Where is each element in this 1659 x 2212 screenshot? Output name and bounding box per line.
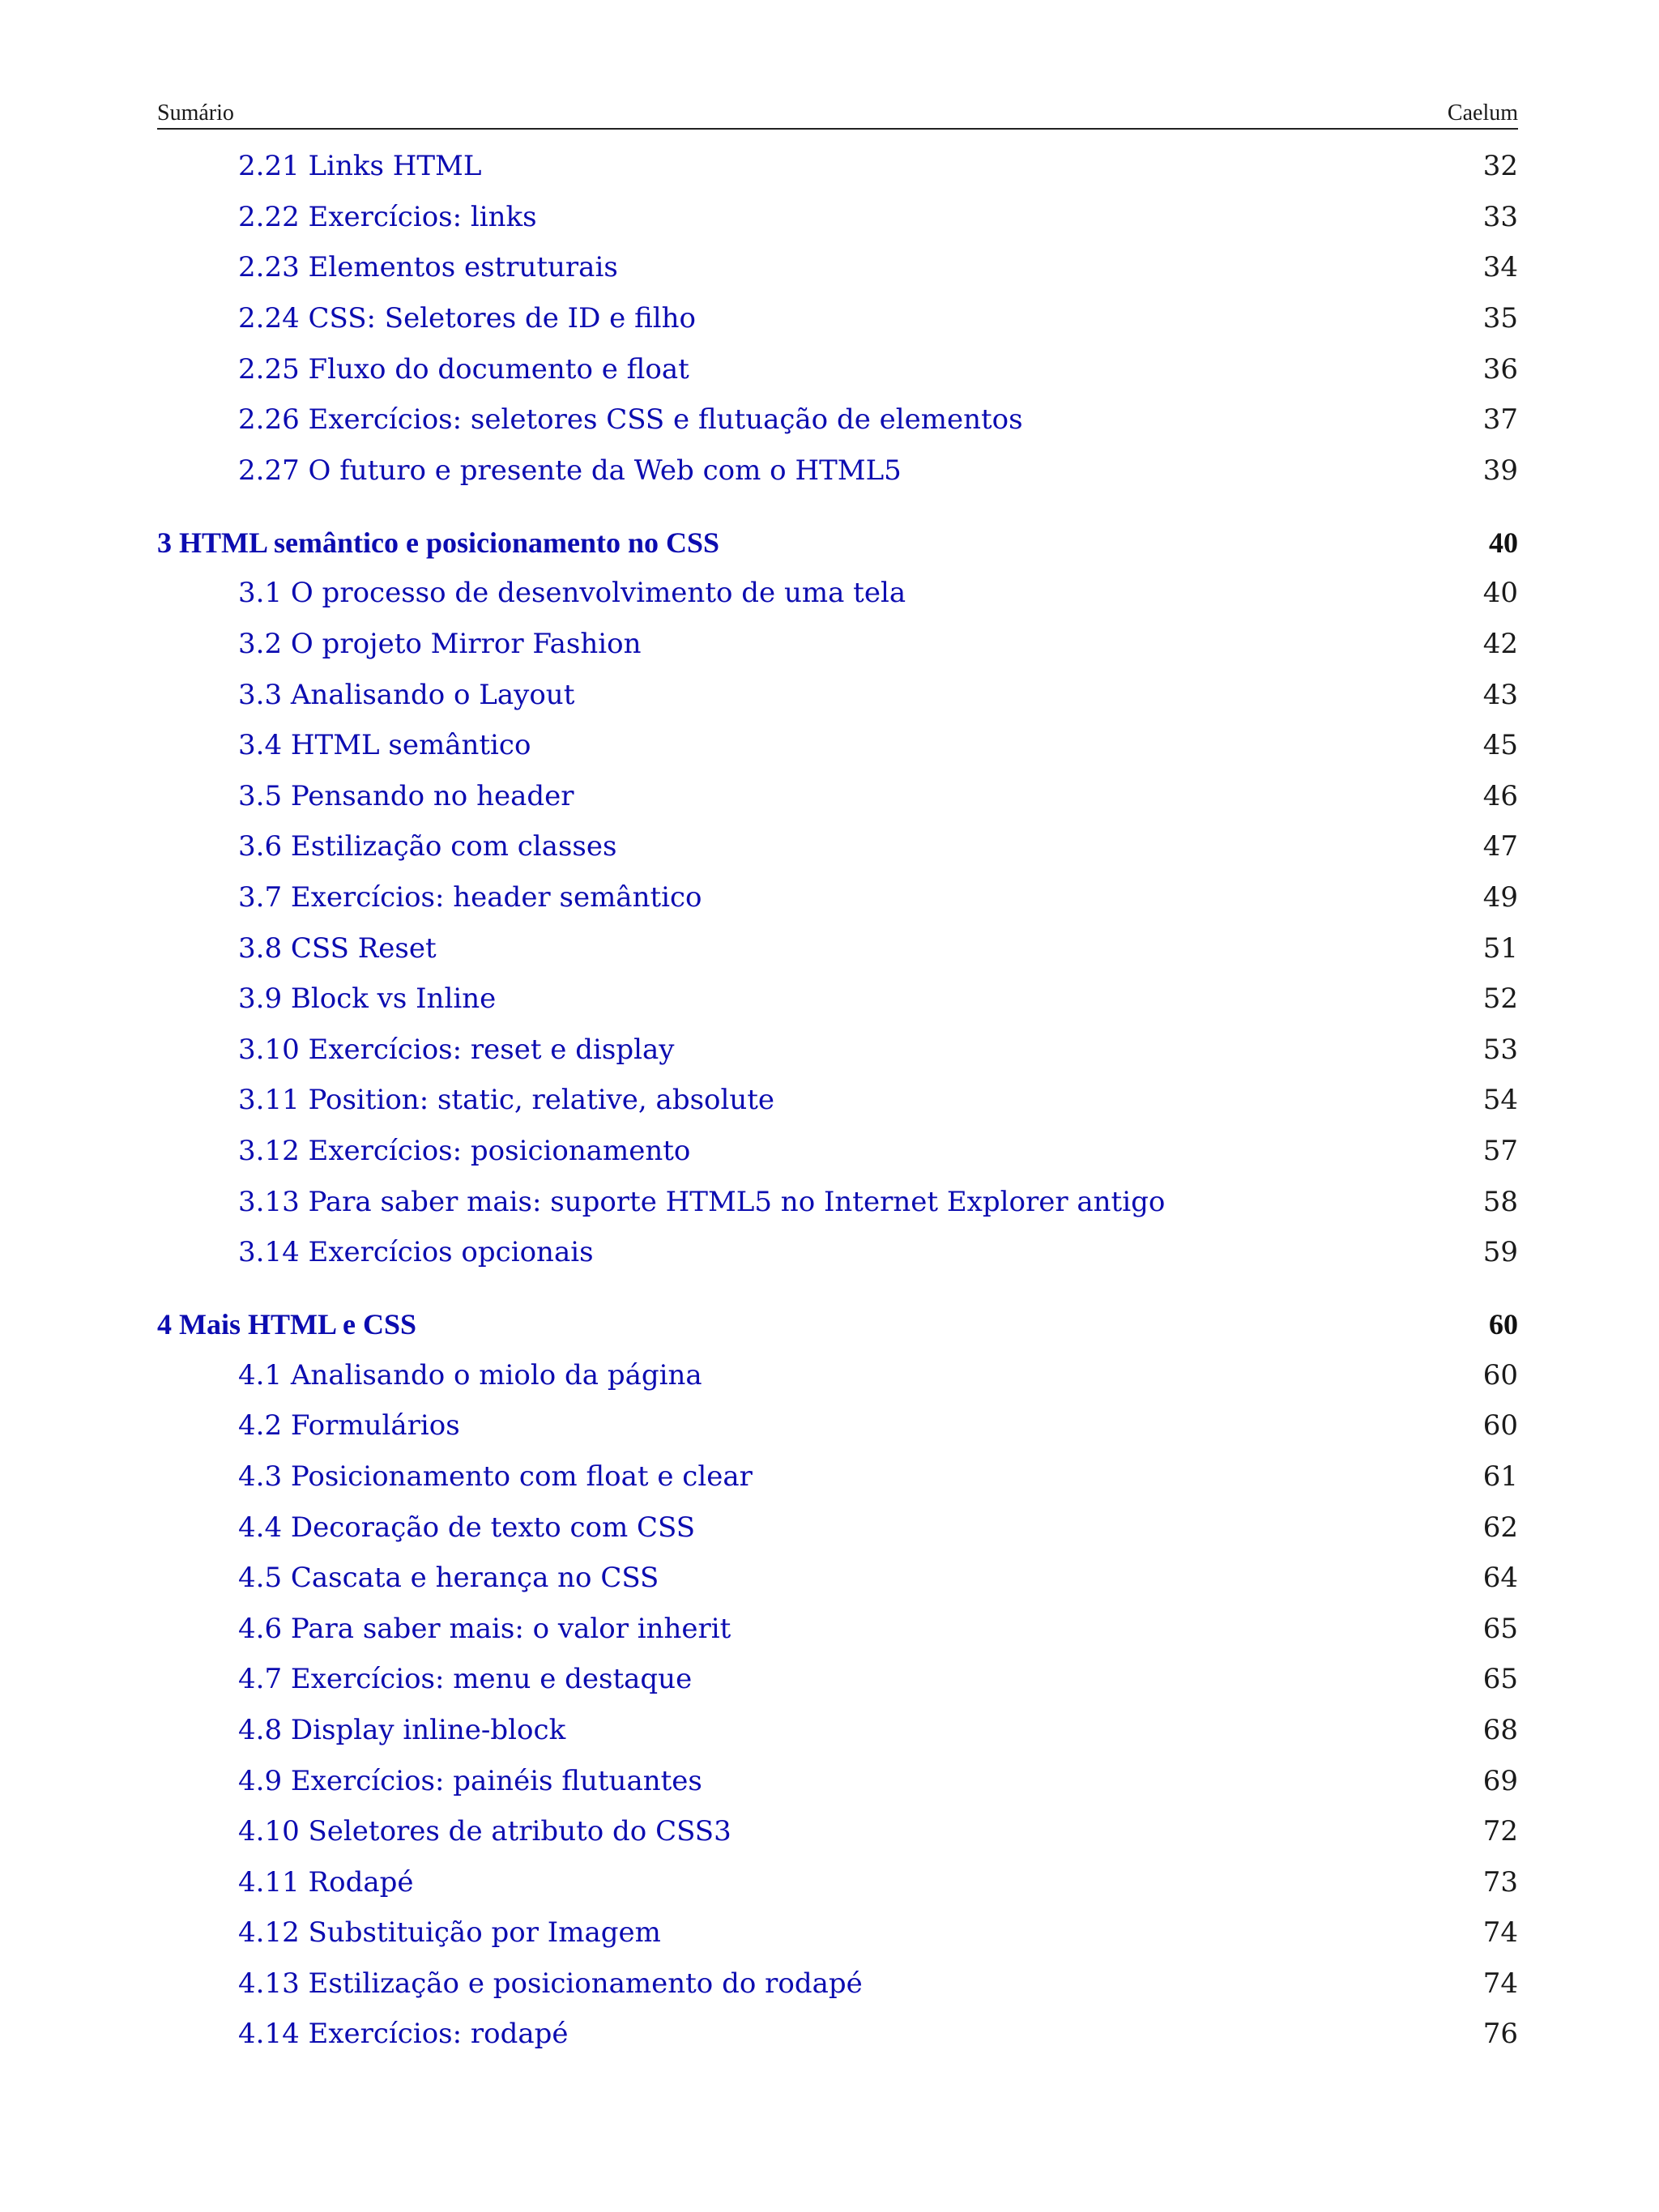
toc-entry-link[interactable] — [157, 872, 1518, 923]
toc-entry-link[interactable] — [157, 720, 1518, 771]
toc-entry-title: 4.9 Exercícios: painéis flutuantes — [238, 1764, 702, 1797]
toc-entry-link[interactable] — [157, 293, 1518, 344]
chapter-title: 4 Mais HTML e CSS — [157, 1308, 417, 1341]
toc-entry-link[interactable] — [157, 821, 1518, 872]
toc-entry-title: 3.9 Block vs Inline — [238, 982, 497, 1016]
toc-entry-page-number: 57 — [1482, 1134, 1518, 1167]
toc-entry-page-number: 76 — [1482, 2018, 1518, 2051]
toc-entry-title: 4.11 Rodapé — [238, 1865, 414, 1899]
toc-entry-page-number: 46 — [1482, 779, 1518, 812]
toc-entry-title: 3.5 Pensando no header — [238, 779, 574, 812]
chapter-page-number: 60 — [1489, 1308, 1518, 1341]
toc-entry-title: 3.12 Exercícios: posicionamento — [238, 1134, 691, 1167]
toc-entry-link[interactable] — [157, 192, 1518, 243]
toc-chapter-heading[interactable] — [157, 518, 1518, 568]
toc-entry-link[interactable] — [157, 343, 1518, 394]
toc-entry-link[interactable] — [157, 1400, 1518, 1451]
toc-entry-page-number: 65 — [1482, 1612, 1518, 1645]
toc-entry-title: 4.12 Substituição por Imagem — [238, 1916, 661, 1950]
table-of-contents — [157, 141, 1518, 2060]
chapter-page-number: 40 — [1489, 526, 1518, 560]
toc-entry-title: 4.6 Para saber mais: o valor inherit — [238, 1612, 731, 1645]
toc-entry-page-number: 60 — [1482, 1409, 1518, 1443]
toc-entry-link[interactable] — [157, 669, 1518, 720]
toc-entry-page-number: 58 — [1482, 1185, 1518, 1218]
toc-entry-link[interactable] — [157, 1075, 1518, 1126]
toc-entry-page-number: 35 — [1482, 302, 1518, 335]
toc-entry-link[interactable] — [157, 1502, 1518, 1553]
toc-entry-page-number: 40 — [1482, 577, 1518, 610]
toc-entry-title: 3.7 Exercícios: header semântico — [238, 881, 702, 914]
toc-entry-title: 2.25 Fluxo do documento e float — [238, 352, 689, 386]
toc-entry-page-number: 47 — [1482, 830, 1518, 863]
toc-entry-title: 3.6 Estilização com classes — [238, 830, 617, 863]
toc-entry-link[interactable] — [157, 1705, 1518, 1756]
toc-entry-link[interactable] — [157, 1451, 1518, 1502]
header-publisher: Caelum — [1447, 100, 1518, 126]
toc-entry-title: 4.10 Seletores de atributo do CSS3 — [238, 1815, 731, 1848]
toc-entry-title: 2.22 Exercícios: links — [238, 200, 537, 233]
toc-entry-page-number: 72 — [1482, 1815, 1518, 1848]
toc-entry-page-number: 68 — [1482, 1713, 1518, 1746]
toc-entry-link[interactable] — [157, 1603, 1518, 1654]
toc-entry-link[interactable] — [157, 141, 1518, 192]
toc-entry-page-number: 64 — [1482, 1562, 1518, 1595]
toc-page — [157, 96, 1518, 2060]
toc-entry-page-number: 54 — [1482, 1084, 1518, 1117]
toc-entry-link[interactable] — [157, 1349, 1518, 1400]
toc-entry-title: 3.3 Analisando o Layout — [238, 678, 575, 711]
toc-entry-link[interactable] — [157, 1806, 1518, 1857]
toc-entry-page-number: 73 — [1482, 1865, 1518, 1899]
toc-entry-link[interactable] — [157, 1958, 1518, 2010]
toc-entry-page-number: 36 — [1482, 352, 1518, 386]
toc-entry-link[interactable] — [157, 1025, 1518, 1076]
toc-entry-title: 4.5 Cascata e herança no CSS — [238, 1562, 659, 1595]
toc-entry-link[interactable] — [157, 974, 1518, 1025]
toc-entry-page-number: 59 — [1482, 1236, 1518, 1269]
toc-entry-page-number: 52 — [1482, 982, 1518, 1016]
toc-entry-title: 4.4 Decoração de texto com CSS — [238, 1511, 696, 1544]
header-section-name: Sumário — [157, 100, 234, 126]
toc-entry-page-number: 74 — [1482, 1967, 1518, 2000]
toc-entry-link[interactable] — [157, 1755, 1518, 1806]
toc-entry-link[interactable] — [157, 2009, 1518, 2060]
toc-entry-page-number: 32 — [1482, 150, 1518, 183]
toc-entry-link[interactable] — [157, 1654, 1518, 1705]
toc-entry-page-number: 65 — [1482, 1663, 1518, 1696]
toc-entry-link[interactable] — [157, 923, 1518, 974]
toc-entry-link[interactable] — [157, 568, 1518, 619]
toc-entry-page-number: 61 — [1482, 1460, 1518, 1493]
toc-entry-link[interactable] — [157, 394, 1518, 445]
toc-entry-page-number: 43 — [1482, 678, 1518, 711]
running-header — [157, 96, 1518, 130]
toc-entry-title: 3.2 O projeto Mirror Fashion — [238, 628, 642, 661]
toc-entry-link[interactable] — [157, 1856, 1518, 1907]
toc-entry-title: 4.14 Exercícios: rodapé — [238, 2018, 569, 2051]
toc-entry-title: 4.8 Display inline-block — [238, 1713, 566, 1746]
toc-entry-title: 4.3 Posicionamento com float e clear — [238, 1460, 753, 1493]
toc-entry-page-number: 42 — [1482, 628, 1518, 661]
toc-entry-page-number: 33 — [1482, 200, 1518, 233]
chapter-title: 3 HTML semântico e posicionamento no CSS — [157, 526, 720, 560]
toc-entry-link[interactable] — [157, 771, 1518, 822]
toc-entry-title: 4.2 Formulários — [238, 1409, 460, 1443]
toc-entry-title: 3.11 Position: static, relative, absolute — [238, 1084, 775, 1117]
toc-entry-link[interactable] — [157, 1907, 1518, 1958]
toc-entry-title: 3.8 CSS Reset — [238, 931, 437, 965]
toc-entry-title: 2.26 Exercícios: seletores CSS e flutuação de elementos — [238, 403, 1023, 437]
toc-entry-page-number: 60 — [1482, 1358, 1518, 1392]
toc-entry-link[interactable] — [157, 1126, 1518, 1177]
toc-entry-page-number: 37 — [1482, 403, 1518, 437]
toc-entry-title: 3.4 HTML semântico — [238, 729, 531, 762]
toc-entry-title: 3.14 Exercícios opcionais — [238, 1236, 594, 1269]
toc-entry-page-number: 45 — [1482, 729, 1518, 762]
toc-entry-title: 4.13 Estilização e posicionamento do rodapé — [238, 1967, 863, 2000]
toc-entry-link[interactable] — [157, 619, 1518, 670]
toc-entry-page-number: 62 — [1482, 1511, 1518, 1544]
toc-entry-title: 3.1 O processo de desenvolvimento de uma tela — [238, 577, 906, 610]
toc-entry-title: 4.1 Analisando o miolo da página — [238, 1358, 702, 1392]
toc-entry-title: 4.7 Exercícios: menu e destaque — [238, 1663, 693, 1696]
toc-entry-title: 3.10 Exercícios: reset e display — [238, 1033, 675, 1066]
toc-entry-page-number: 74 — [1482, 1916, 1518, 1950]
toc-entry-title: 3.13 Para saber mais: suporte HTML5 no Internet Explorer antigo — [238, 1185, 1166, 1218]
toc-entry-title: 2.21 Links HTML — [238, 150, 482, 183]
toc-entry-link[interactable] — [157, 445, 1518, 497]
toc-entry-page-number: 69 — [1482, 1764, 1518, 1797]
toc-entry-page-number: 49 — [1482, 881, 1518, 914]
toc-entry-link[interactable] — [157, 242, 1518, 293]
toc-entry-title: 2.24 CSS: Seletores de ID e filho — [238, 302, 696, 335]
toc-entry-page-number: 34 — [1482, 251, 1518, 284]
toc-entry-link[interactable] — [157, 1176, 1518, 1227]
toc-entry-title: 2.23 Elementos estruturais — [238, 251, 618, 284]
toc-entry-link[interactable] — [157, 1553, 1518, 1604]
toc-entry-page-number: 39 — [1482, 454, 1518, 487]
toc-entry-link[interactable] — [157, 1227, 1518, 1278]
toc-chapter-heading[interactable] — [157, 1299, 1518, 1349]
toc-entry-page-number: 51 — [1482, 931, 1518, 965]
toc-entry-page-number: 53 — [1482, 1033, 1518, 1066]
toc-entry-title: 2.27 O futuro e presente da Web com o HTML5 — [238, 454, 902, 487]
